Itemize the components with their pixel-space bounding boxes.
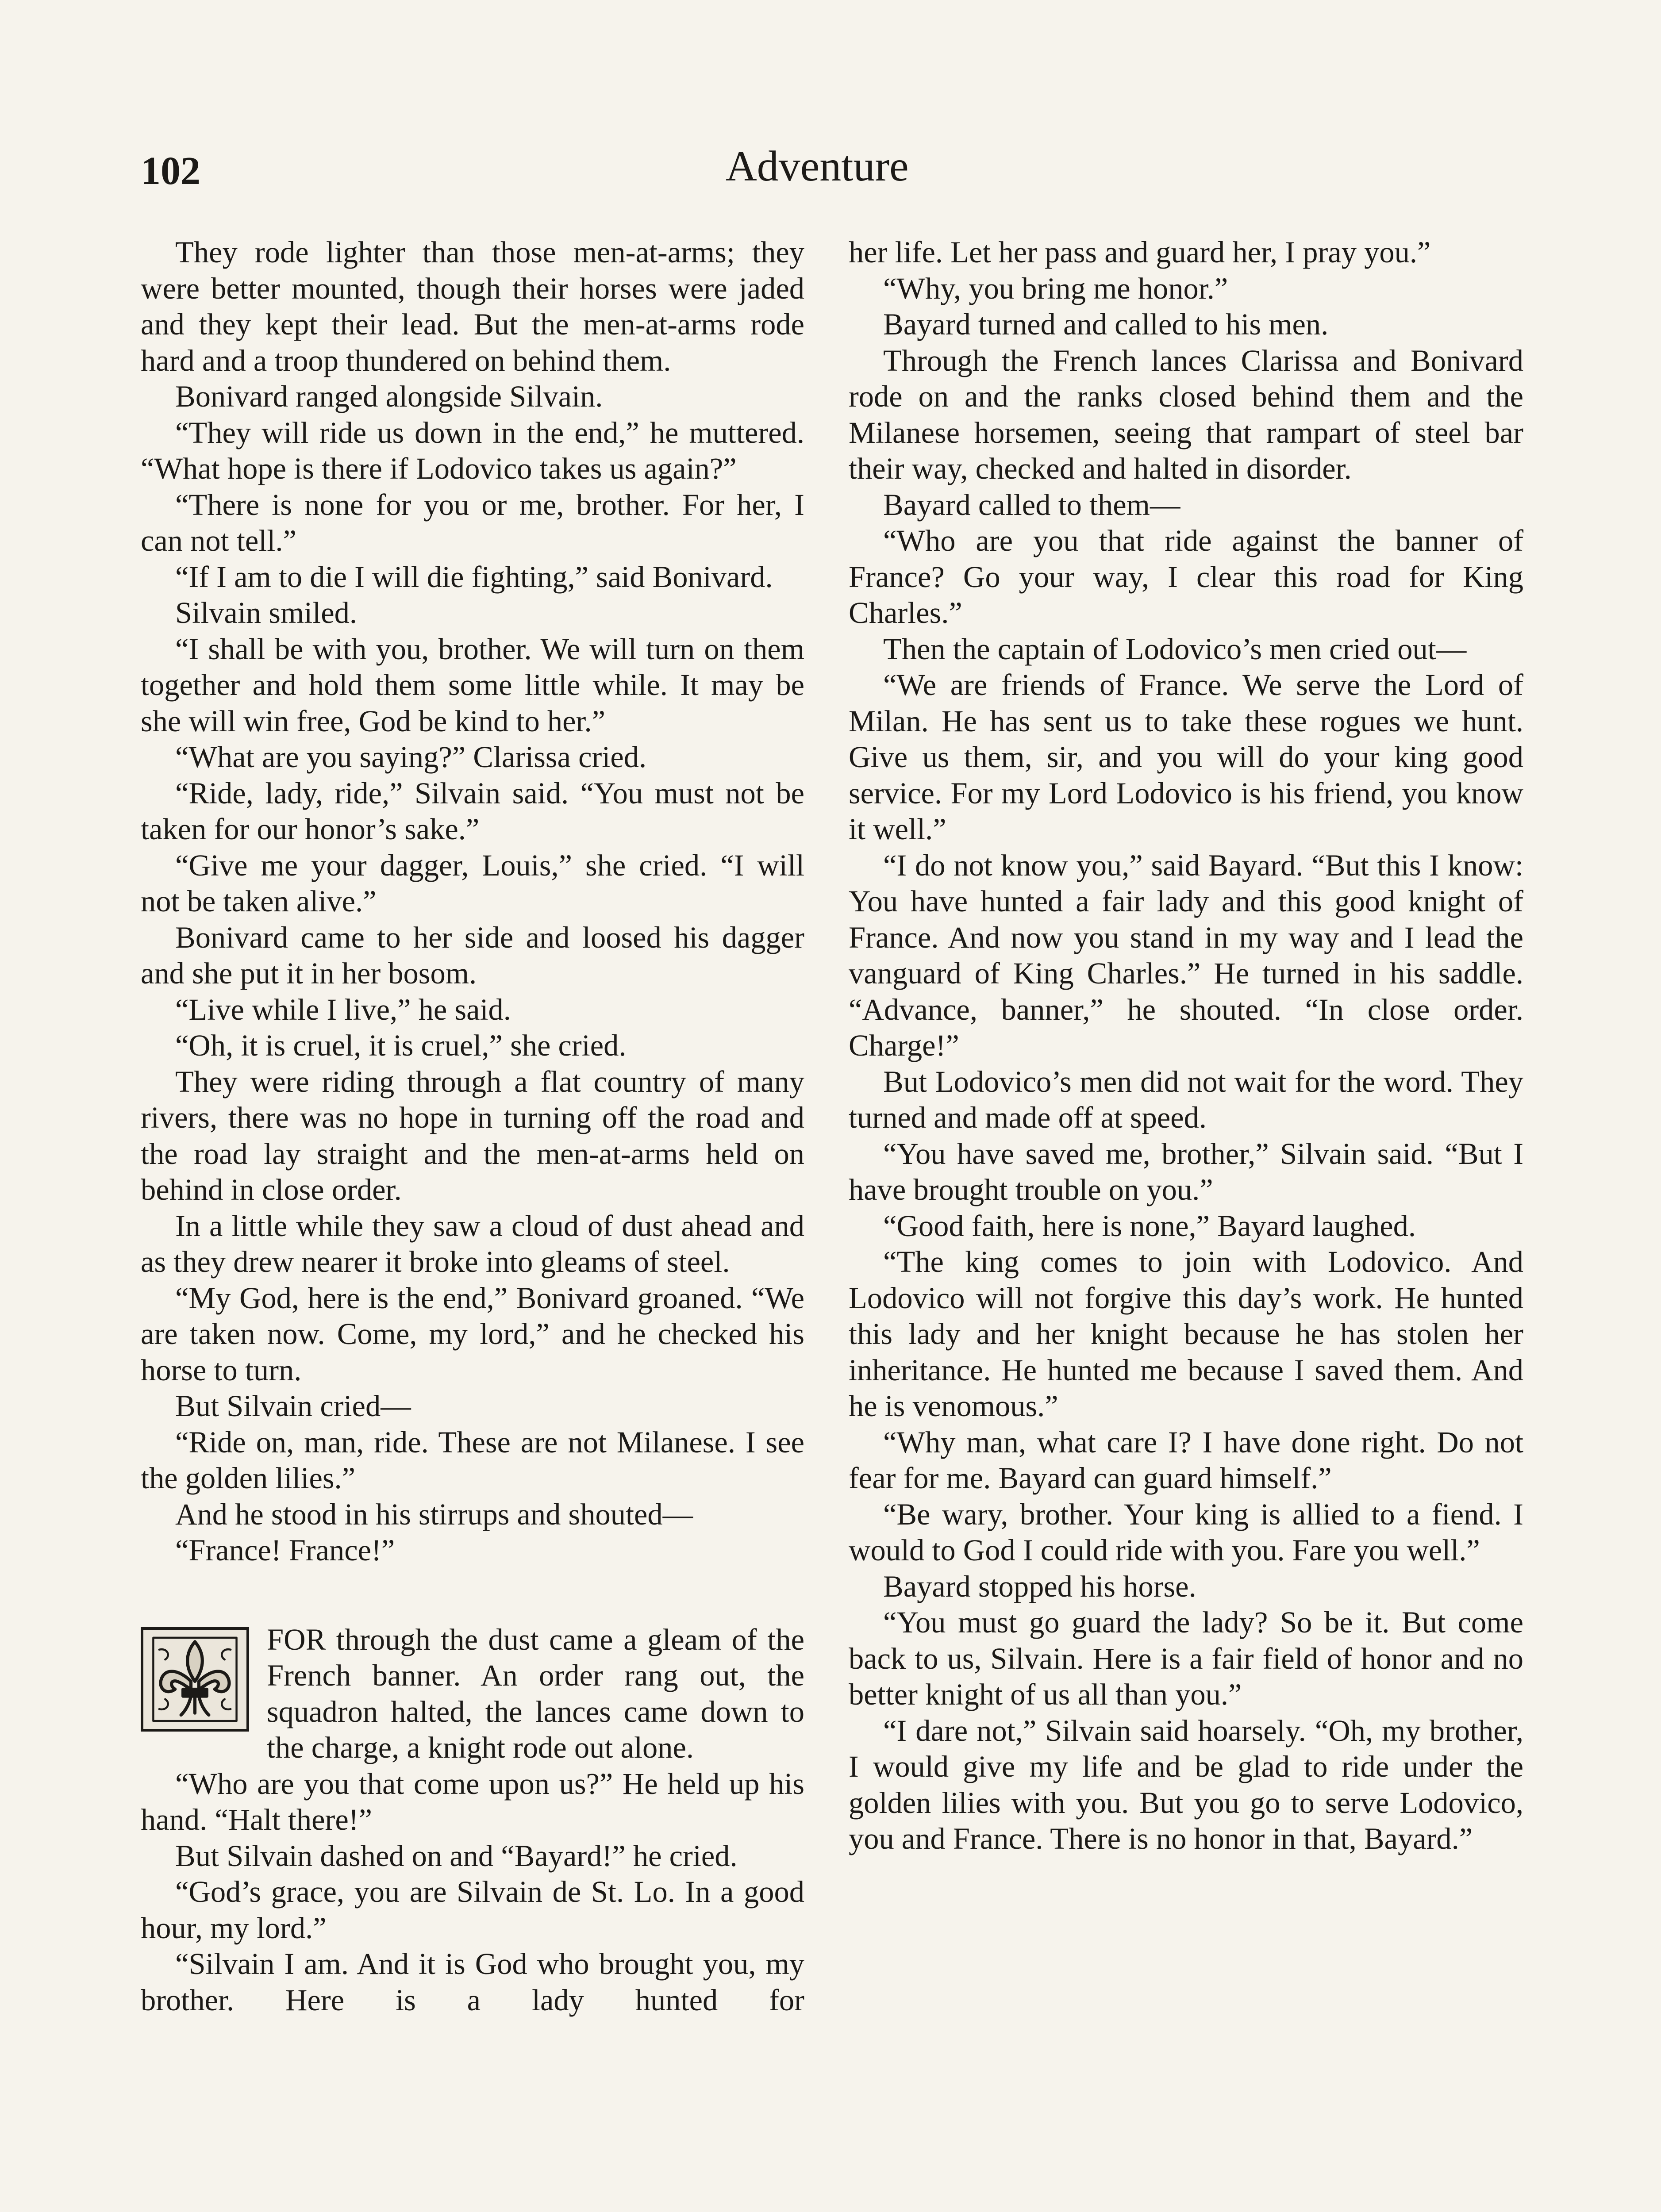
- paragraph: “We are friends of France. We serve the Lord of Milan. He has sent us to take these rogues we hunt. Give us them, sir, and you will do your king good service. For my Lord Lodovico is his friend, you know it well.”: [849, 668, 1523, 846]
- paragraph: Bayard stopped his horse.: [883, 1569, 1196, 1603]
- paragraph: “Why man, what care I? I have done right. Do not fear for me. Bayard can guard himself.”: [849, 1425, 1523, 1495]
- paragraph: FOR through the dust came a gleam of the French banner. An order rang out, the squadron halted, the lances came down to the charge, a knight rode out alone.: [267, 1622, 804, 1764]
- paragraph: “Who are you that ride against the banner of France? Go your way, I clear this road for King Charles.”: [849, 524, 1523, 630]
- section-break: [141, 1622, 804, 1766]
- paragraph: “I dare not,” Silvain said hoarsely. “Oh, my brother, I would give my life and be glad to ride under the golden lilies with you. But you go to serve Lodovico, you and France. There is no honor in that, Bayard.”: [849, 1713, 1523, 1855]
- paragraph: “My God, here is the end,” Bonivard groaned. “We are taken now. Come, my lord,” and he checked his horse to turn.: [141, 1281, 804, 1387]
- fleur-de-lis-icon: [141, 1627, 249, 1732]
- paragraph: “There is none for you or me, brother. For her, I can not tell.”: [141, 488, 804, 557]
- paragraph: “I shall be with you, brother. We will turn on them together and hold them some little while. It may be she will win free, God be kind to her.”: [141, 632, 804, 738]
- paragraph: “You must go guard the lady? So be it. But come back to us, Silvain. Here is a fair field of honor and no better knight of us all than you.”: [849, 1605, 1523, 1711]
- paragraph: “Why, you bring me honor.”: [883, 271, 1228, 305]
- paragraph: “What are you saying?” Clarissa cried.: [175, 740, 647, 774]
- paragraph: Bonivard came to her side and loosed his dagger and she put it in her bosom.: [141, 920, 804, 990]
- paragraph: They rode lighter than those men-at-arms; they were better mounted, though their horses were jaded and they kept their lead. But the men-at-arms rode hard and a troop thundered on behind them.: [141, 235, 804, 377]
- paragraph: “Live while I live,” he said.: [175, 992, 511, 1026]
- paragraph: “France! France!”: [175, 1533, 395, 1567]
- paragraph: “Give me your dagger, Louis,” she cried. “I will not be taken alive.”: [141, 848, 804, 918]
- paragraph: “God’s grace, you are Silvain de St. Lo. In a good hour, my lord.”: [141, 1875, 804, 1945]
- paragraph: “Oh, it is cruel, it is cruel,” she cried.: [175, 1029, 627, 1062]
- paragraph: Then the captain of Lodovico’s men cried out—: [883, 632, 1467, 666]
- paragraph: But Lodovico’s men did not wait for the word. They turned and made off at speed.: [849, 1064, 1523, 1134]
- paragraph: “You have saved me, brother,” Silvain said. “But I have brought trouble on you.”: [849, 1137, 1523, 1206]
- paragraph: “They will ride us down in the end,” he muttered. “What hope is there if Lodovico takes us again?”: [141, 415, 804, 485]
- paragraph: “The king comes to join with Lodovico. And Lodovico will not forgive this day’s work. He hunted this lady and her knight because he has stolen her inheritance. He hunted me because I saved them. And he is venomous.”: [849, 1245, 1523, 1423]
- paragraph: Bonivard ranged alongside Silvain.: [175, 380, 603, 413]
- running-head: Adventure: [726, 142, 909, 190]
- left-column: [141, 234, 804, 2018]
- paragraph: “Silvain I am. And it is God who brought you, my brother. Here is a lady hunted for: [141, 1947, 804, 2017]
- paragraph: But Silvain cried—: [175, 1389, 411, 1423]
- paragraph: And he stood in his stirrups and shouted—: [175, 1497, 693, 1531]
- paragraph: But Silvain dashed on and “Bayard!” he cried.: [175, 1839, 738, 1873]
- paragraph: They were riding through a flat country of many rivers, there was no hope in turning off the road and the road lay straight and the men-at-arms held on behind in close order.: [141, 1064, 804, 1206]
- paragraph: “Who are you that come upon us?” He held up his hand. “Halt there!”: [141, 1767, 804, 1836]
- paragraph: “Be wary, brother. Your king is allied to a fiend. I would to God I could ride with you. Fare you well.”: [849, 1497, 1523, 1567]
- paragraph: “Ride on, man, ride. These are not Milanese. I see the golden lilies.”: [141, 1425, 804, 1495]
- page-number: 102: [141, 149, 200, 193]
- paragraph: “I do not know you,” said Bayard. “But this I know: You have hunted a fair lady and this good knight of France. And now you stand in my way and I lead the vanguard of King Charles.” He turned in his saddle. “Advance, banner,” he shouted. “In close order. Charge!”: [849, 848, 1523, 1062]
- paragraph: her life. Let her pass and guard her, I pray you.”: [849, 235, 1431, 269]
- paragraph: “Ride, lady, ride,” Silvain said. “You must not be taken for our honor’s sake.”: [141, 776, 804, 846]
- right-column: [849, 234, 1523, 1857]
- paragraph: Bayard called to them—: [883, 488, 1180, 522]
- paragraph: Silvain smiled.: [175, 596, 357, 630]
- paragraph: “If I am to die I will die fighting,” said Bonivard.: [175, 560, 773, 594]
- paragraph: Bayard turned and called to his men.: [883, 307, 1329, 341]
- paragraph: Through the French lances Clarissa and Bonivard rode on and the ranks closed behind them and the Milanese horsemen, seeing that rampart of steel bar their way, checked and halted in disorder.: [849, 343, 1523, 485]
- paragraph: In a little while they saw a cloud of dust ahead and as they drew nearer it broke into gleams of steel.: [141, 1209, 804, 1279]
- paragraph: “Good faith, here is none,” Bayard laughed.: [883, 1209, 1416, 1243]
